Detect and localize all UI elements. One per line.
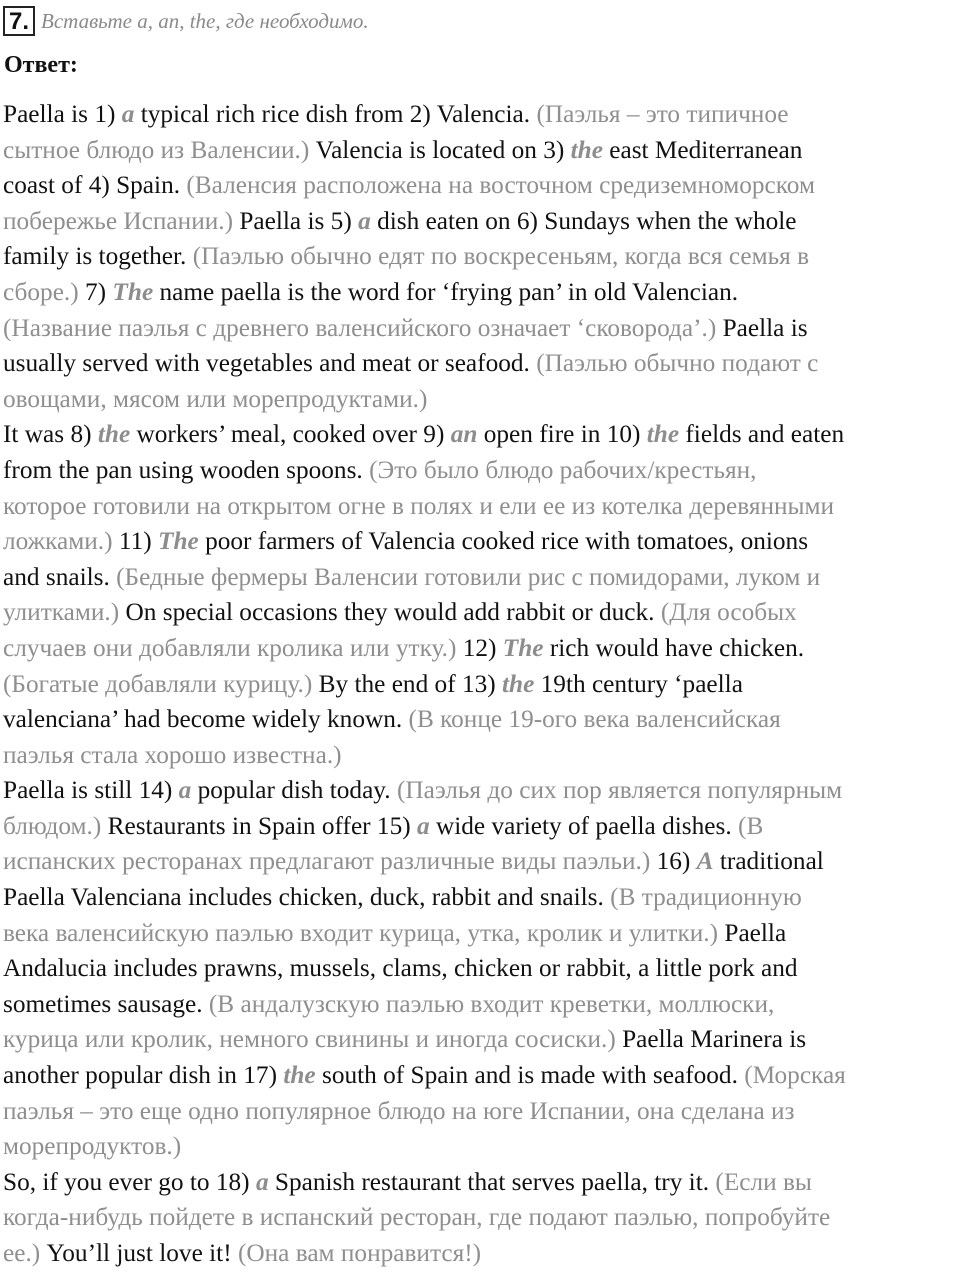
russian-translation: (Если вы [715,1167,812,1196]
text-line [3,560,960,596]
text-line [3,631,960,667]
text-line [3,702,960,738]
article-answer: a [358,206,371,235]
text-line [3,133,960,169]
english-text: valenciana’ had become widely known. [3,705,409,734]
text-line [3,1129,960,1165]
text-line [3,1058,960,1094]
text-line [3,489,960,525]
russian-translation: (В [738,811,764,840]
english-text: sometimes sausage. [3,989,209,1018]
text-line [3,987,960,1023]
task-instruction: Вставьте a, an, the, где необходимо. [41,8,369,33]
answer-label: Ответ: [4,52,78,78]
english-text: poor farmers of Valencia cooked rice with tomatoes, onions [198,527,809,556]
english-text: typical rich rice dish from 2) Valencia. [134,100,537,128]
article-answer: a [121,100,135,128]
text-line [3,1094,960,1130]
text-line [3,951,960,987]
english-text: By the end of 13) [312,669,502,698]
russian-translation: (Паэлья – это типичное [536,100,789,128]
text-line [3,1165,960,1201]
english-text: another popular dish in 17) [3,1061,284,1090]
english-text: Paella is still 14) [3,776,179,805]
russian-translation: морепродуктов.) [3,1132,182,1161]
text-line [3,880,960,916]
text-line [3,97,960,133]
english-text: Valencia is located on 3) [309,135,571,164]
text-line [3,346,960,382]
russian-translation: которое готовили на открытом огне в полях и ели ее из котелка деревянными [3,491,835,520]
english-text: 16) [650,847,697,876]
article-answer: the [502,669,535,698]
article-answer: an [450,420,478,449]
russian-translation: (В конце 19-ого века валенсийская [408,705,781,734]
english-text: coast of 4) Spain. [3,171,187,200]
article-answer: the [283,1061,316,1090]
task-header [3,4,369,38]
russian-translation: (Паэлью обычно подают с [536,349,819,378]
russian-translation: блюдом.) [3,811,102,840]
russian-translation: (Это было блюдо рабочих/крестьян, [369,455,757,484]
text-line [3,311,960,347]
text-line [3,1022,960,1058]
text-line [3,275,960,311]
english-text: rich would have chicken. [543,633,805,662]
english-text: fields and eaten [679,420,845,449]
russian-translation: (Морская [744,1061,846,1090]
english-text: It was 8) [3,420,98,449]
text-line [3,916,960,952]
english-text: Paella is 1) [3,100,122,128]
article-answer: A [696,847,714,876]
russian-translation: (Она вам понравится!) [237,1239,482,1267]
english-text: 7) [78,277,113,306]
russian-translation: (В традиционную [610,883,802,912]
english-text: Paella is [716,313,808,342]
text-line [3,524,960,560]
text-line [3,1200,960,1236]
english-text: Restaurants in Spain offer 15) [101,811,417,840]
english-text: Paella Marinera is [615,1025,807,1054]
english-text: 12) [456,633,503,662]
english-text: from the pan using wooden spoons. [3,455,370,484]
article-answer: the [646,420,680,449]
english-text: and snails. [3,562,117,591]
russian-translation: испанских ресторанах предлагают различные виды паэльи.) [3,847,651,876]
russian-translation: (Для особых [660,598,797,627]
answer-text [3,97,960,1272]
russian-translation: когда-нибудь пойдете в испанский ресторан, где подают паэлью, попробуйте [3,1203,831,1232]
article-answer: a [416,811,430,840]
russian-translation: курица или кролик, немного свинины и иногда сосиски.) [3,1025,616,1054]
english-text: south of Spain and is made with seafood. [315,1061,745,1090]
english-text: Paella Valenciana includes chicken, duck, rabbit and snails. [3,883,611,912]
text-line [3,204,960,240]
english-text: open fire in 10) [477,420,647,449]
russian-translation: (Валенсия расположена на восточном средиземноморском [186,171,815,200]
russian-translation: улитками.) [3,598,120,627]
russian-translation: (Бедные фермеры Валенсии готовили рис с помидорами, луком и [116,562,821,591]
russian-translation: паэлья – это еще одно популярное блюдо на юге Испании, она сделана из [3,1096,795,1125]
english-text: On special occasions they would add rabbit or duck. [119,598,661,627]
text-line [3,738,960,774]
english-text: 11) [112,527,158,556]
russian-translation: (Паэлью обычно едят по воскресеньям, когда вся семья в [192,242,810,271]
text-line [3,844,960,880]
russian-translation: (В андалузскую паэлью входит креветки, моллюски, [208,989,775,1018]
article-answer: a [255,1167,269,1196]
russian-translation: ложками.) [3,527,113,556]
english-text: traditional [713,847,824,876]
english-text: dish eaten on 6) Sundays when the whole [370,206,797,235]
russian-translation: (Паэлья до сих пор является популярным [396,776,843,805]
russian-translation: (Название паэлья с древнего валенсийского означает ‘сковорода’.) [3,313,717,342]
russian-translation: случаев они добавляли кролика или утку.) [3,633,457,662]
english-text: name paella is the word for ‘frying pan’ in old Valencian. [153,277,739,306]
article-answer: a [178,776,192,805]
russian-translation: овощами, мясом или морепродуктами.) [3,384,428,413]
text-line [3,1236,960,1272]
russian-translation: ее.) [3,1239,41,1267]
english-text: Paella is 5) [233,206,359,235]
article-answer: the [570,135,603,164]
text-line [3,417,960,453]
english-text: workers’ meal, cooked over 9) [130,420,451,449]
text-line [3,168,960,204]
russian-translation: сытное блюдо из Валенсии.) [3,135,310,164]
russian-translation: побережье Испании.) [3,206,234,235]
english-text: east Mediterranean [602,135,803,164]
english-text: So, if you ever go to 18) [3,1167,256,1196]
article-answer: The [112,277,154,306]
text-line [3,595,960,631]
russian-translation: (Богатые добавляли курицу.) [3,669,313,698]
text-line [3,382,960,418]
article-answer: The [158,527,199,556]
english-text: You’ll just love it! [40,1239,238,1267]
text-line [3,453,960,489]
english-text: wide variety of paella dishes. [429,811,739,840]
russian-translation: века валенсийскую паэлью входит курица, утка, кролик и улитки.) [3,918,719,947]
english-text: Paella [718,918,787,947]
english-text: usually served with vegetables and meat or seafood. [3,349,537,378]
article-answer: The [502,633,544,662]
task-number: 7. [3,6,35,36]
english-text: Spanish restaurant that serves paella, try it. [268,1167,716,1196]
text-line [3,773,960,809]
russian-translation: сборе.) [3,277,79,306]
text-line [3,809,960,845]
article-answer: the [97,420,131,449]
english-text: Andalucia includes prawns, mussels, clams, chicken or rabbit, a little pork and [3,954,798,983]
english-text: family is together. [3,242,193,271]
text-line [3,667,960,703]
english-text: 19th century ‘paella [534,669,743,698]
english-text: popular dish today. [191,776,397,805]
text-line [3,239,960,275]
russian-translation: паэлья стала хорошо известна.) [3,740,342,769]
